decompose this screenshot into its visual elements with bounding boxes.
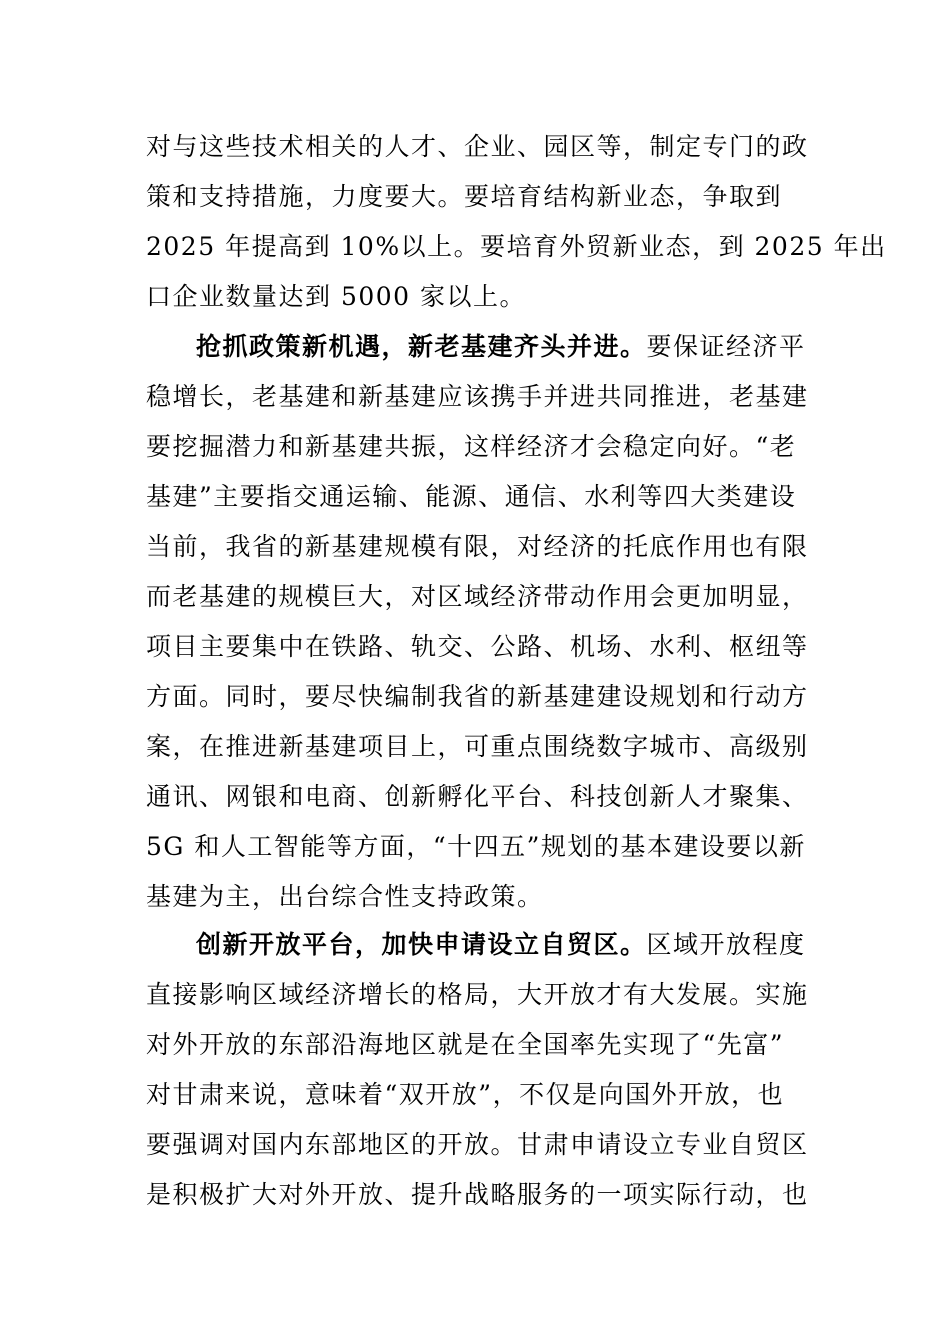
paragraph-2-line-8: 方面。同时，要尽快编制我省的新基建建设规划和行动方 bbox=[146, 682, 809, 711]
paragraph-1-line-1: 对与这些技术相关的人才、企业、园区等，制定专门的政 bbox=[146, 132, 809, 161]
paragraph-2-line-7: 项目主要集中在铁路、轨交、公路、机场、水利、枢纽等 bbox=[146, 632, 809, 661]
paragraph-2-line-10: 通讯、网银和电商、创新孵化平台、科技创新人才聚集、 bbox=[146, 782, 809, 811]
paragraph-2-first-line bbox=[196, 322, 806, 372]
paragraph-1-line-4: 口企业数量达到 5000 家以上。 bbox=[146, 282, 527, 311]
paragraph-2-line-4: 基建”主要指交通运输、能源、通信、水利等四大类建设 bbox=[146, 482, 797, 511]
paragraph-3-heading: 创新开放平台，加快申请设立自贸区。 bbox=[196, 930, 647, 959]
paragraph-2-line-12: 基建为主，出台综合性支持政策。 bbox=[146, 882, 544, 911]
paragraph-2-heading: 抢抓政策新机遇，新老基建齐头并进。 bbox=[196, 332, 647, 361]
paragraph-3-line-6: 是积极扩大对外开放、提升战略服务的一项实际行动，也 bbox=[146, 1180, 809, 1209]
paragraph-3-first-line bbox=[196, 920, 806, 970]
paragraph-3-line-2: 直接影响区域经济增长的格局，大开放才有大发展。实施 bbox=[146, 980, 809, 1009]
paragraph-2-line-6: 而老基建的规模巨大，对区域经济带动作用会更加明显， bbox=[146, 582, 809, 611]
paragraph-3-line-5: 要强调对国内东部地区的开放。甘肃申请设立专业自贸区 bbox=[146, 1130, 809, 1159]
paragraph-2-line-3: 要挖掘潜力和新基建共振，这样经济才会稳定向好。“老 bbox=[146, 432, 797, 461]
paragraph-3-line-3: 对外开放的东部沿海地区就是在全国率先实现了“先富” bbox=[146, 1030, 785, 1059]
paragraph-2-line-9: 案，在推进新基建项目上，可重点围绕数字城市、高级别 bbox=[146, 732, 809, 761]
paragraph-2-first-line-text: 要保证经济平 bbox=[646, 332, 806, 361]
paragraph-1-line-3: 2025 年提高到 10%以上。要培育外贸新业态，到 2025 年出 bbox=[146, 232, 887, 261]
paragraph-2-line-2: 稳增长，老基建和新基建应该携手并进共同推进，老基建 bbox=[146, 382, 809, 411]
paragraph-3-line-4: 对甘肃来说，意味着“双开放”，不仅是向国外开放，也 bbox=[146, 1080, 785, 1109]
paragraph-1-line-2: 策和支持措施，力度要大。要培育结构新业态，争取到 bbox=[146, 182, 783, 211]
paragraph-2-line-11: 5G 和人工智能等方面，“十四五”规划的基本建设要以新 bbox=[146, 832, 806, 861]
paragraph-3-first-line-text: 区域开放程度 bbox=[646, 930, 806, 959]
paragraph-2-line-5: 当前，我省的新基建规模有限，对经济的托底作用也有限 bbox=[146, 532, 809, 561]
